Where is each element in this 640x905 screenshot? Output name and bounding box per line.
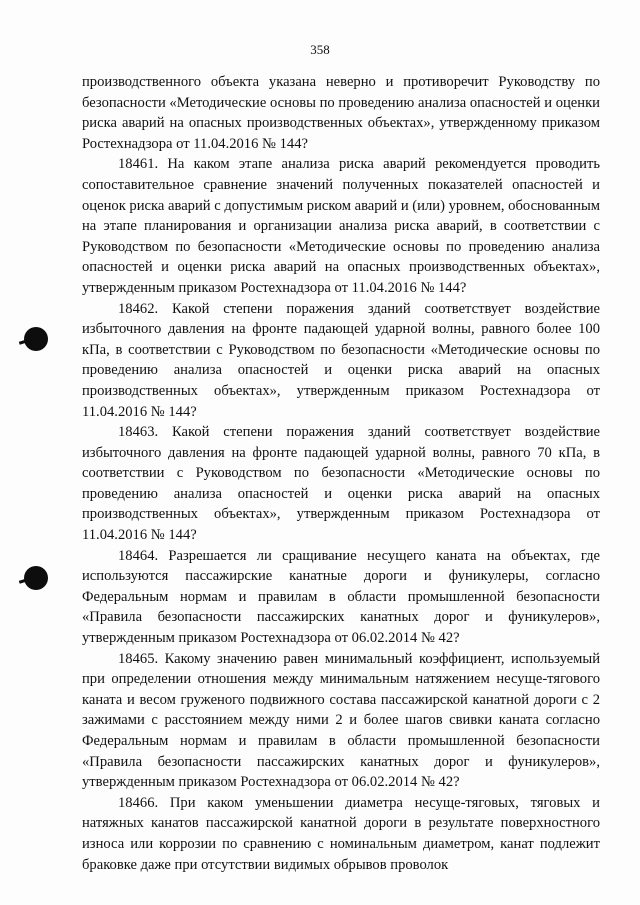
question-18464: 18464. Разрешается ли сращивание несущего каната на объектах, где используются пассажирские канатные дороги и фуникулеры, согласно Федеральным нормам и правилам в области промышленной безопасности «Правила безопасности пассажирских канатных дорог и фуникулеров», утвержденным приказом Ростехнадзора от 06.02.2014 № 42? [82, 547, 600, 647]
question-18461: 18461. На каком этапе анализа риска аварий рекомендуется проводить сопоставительное сравнение значений полученных показателей опасностей и оценок риска аварий с допустимым риском аварий и (или) уровнем, обоснованным на этапе планирования и организации анализа риска аварий, в соответствии с Руководством по безопасности «Методические основы по проведению анализа опасностей и оценки риска аварий на опасных производственных объектах», утвержденным приказом Ростехнадзора от 11.04.2016 № 144? [82, 156, 600, 296]
punch-hole-mark [24, 327, 48, 351]
paragraph-continuation: производственного объекта указана неверно и противоречит Руководству по безопасности «Методические основы по проведению анализа опасностей и оценки риска аварий на опасных производственных объектах», утвержденному приказом Ростехнадзора от 11.04.2016 № 144? [82, 74, 600, 152]
page-number: 358 [310, 42, 330, 57]
question-18465: 18465. Какому значению равен минимальный коэффициент, используемый при определении отношения между минимальным натяжением несуще-тягового каната и весом груженого подвижного состава пассажирской канатной дороги с 2 зажимами с расстоянием между ними 2 и более шагов свивки каната согласно Федеральным нормам и правилам в области промышленной безопасности «Правила безопасности пассажирских канатных дорог и фуникулеров», утвержденным приказом Ростехнадзора от 06.02.2014 № 42? [82, 650, 600, 791]
question-18463: 18463. Какой степени поражения зданий соответствует воздействие избыточного давления на фронте падающей ударной волны, равного 70 кПа, в соответствии с Руководством по безопасности «Методические основы по проведению анализа опасностей и оценки риска аварий на опасных производственных объектах», утвержденным приказом Ростехнадзора от 11.04.2016 № 144? [82, 424, 600, 544]
punch-hole-mark [24, 566, 48, 590]
question-18466: 18466. При каком уменьшении диаметра несуще-тяговых, тяговых и натяжных канатов пассажирской канатной дороги в результате поверхностного износа или коррозии по сравнению с номинальным диаметром, канат подлежит браковке даже при отсутствии видимых обрывов проволок [82, 794, 600, 873]
document-body [82, 72, 600, 875]
question-18462: 18462. Какой степени поражения зданий соответствует воздействие избыточного давления на фронте падающей ударной волны, равного более 100 кПа, в соответствии с Руководством по безопасности «Методические основы по проведению анализа опасностей и оценки риска аварий на опасных производственных объектах», утвержденным приказом Ростехнадзора от 11.04.2016 № 144? [82, 300, 600, 420]
